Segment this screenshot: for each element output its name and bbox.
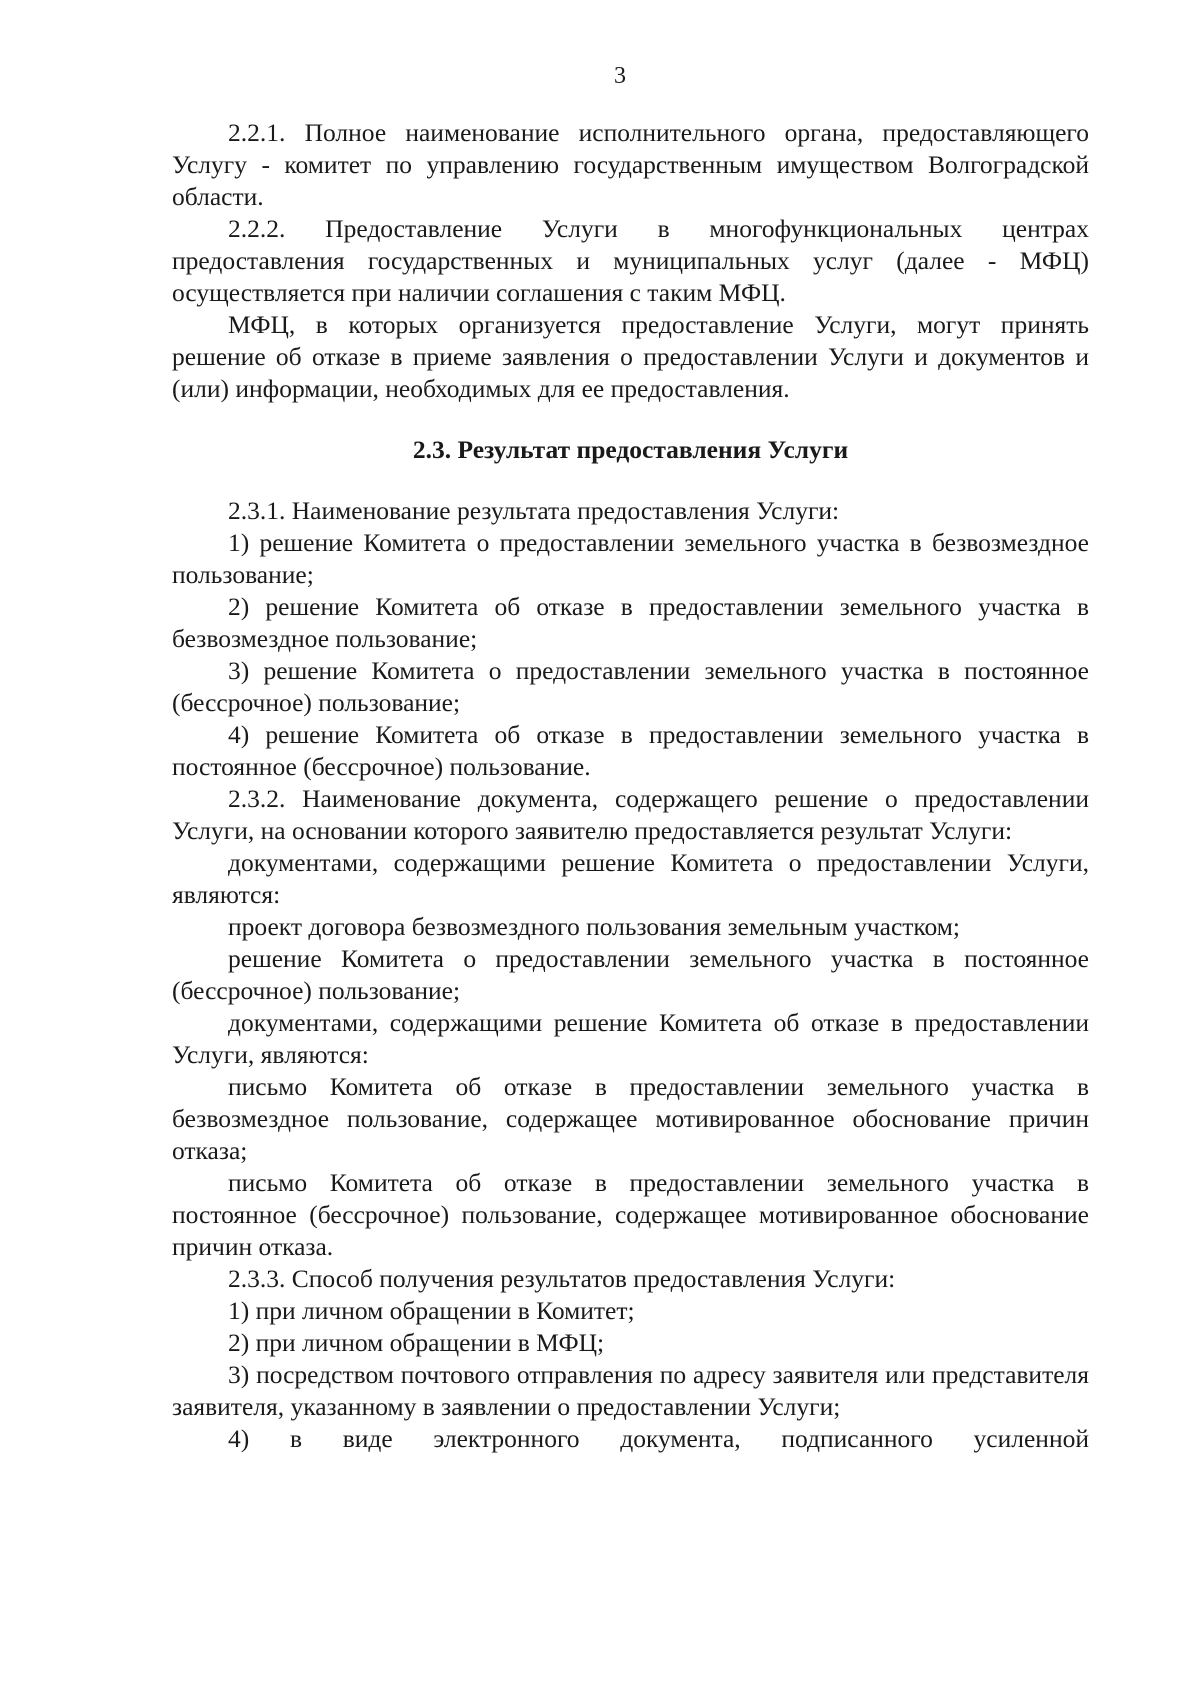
paragraph-2-3-2: 2.3.2. Наименование документа, содержащего решение о предоставлении Услуги, на основании которого заявителю предоставляется результат Услуги:: [172, 784, 1089, 845]
page-number: 3: [614, 63, 626, 89]
list-item-result-1: 1) решение Комитета о предоставлении земельного участка в безвозмездное пользование;: [172, 528, 1089, 589]
paragraph-positive-documents: документами, содержащими решение Комитета о предоставлении Услуги, являются:: [172, 848, 1089, 909]
paragraph-refusal-letter-free-use: письмо Комитета об отказе в предоставлении земельного участка в безвозмездное пользование, содержащее мотивированное обоснование причин отказа;: [172, 1072, 1089, 1165]
list-item-method-4: 4) в виде электронного документа, подписанного усиленной: [228, 1424, 1089, 1453]
list-item-result-4: 4) решение Комитета об отказе в предоставлении земельного участка в постоянное (бессрочное) пользование.: [172, 720, 1089, 781]
paragraph-2-2-1: 2.2.1. Полное наименование исполнительного органа, предоставляющего Услугу - комитет по управлению государственным имуществом Волгоградской области.: [172, 118, 1089, 211]
list-item-method-2: 2) при личном обращении в МФЦ;: [228, 1328, 605, 1357]
section-heading: 2.3. Результат предоставления Услуги: [412, 435, 849, 464]
paragraph-2-3-1: 2.3.1. Наименование результата предоставления Услуги:: [228, 496, 840, 525]
paragraph-contract-draft: проект договора безвозмездного пользования земельным участком;: [228, 912, 961, 941]
list-item-method-3: 3) посредством почтового отправления по адресу заявителя или представителя заявителя, указанному в заявлении о предоставлении Услуги;: [172, 1360, 1089, 1421]
list-item-result-2: 2) решение Комитета об отказе в предоставлении земельного участка в безвозмездное пользование;: [172, 592, 1089, 653]
paragraph-refusal-letter-permanent-use: письмо Комитета об отказе в предоставлении земельного участка в постоянное (бессрочное) пользование, содержащее мотивированное обоснование причин отказа.: [172, 1168, 1089, 1261]
list-item-method-1: 1) при личном обращении в Комитет;: [228, 1296, 635, 1325]
paragraph-permanent-use-decision: решение Комитета о предоставлении земельного участка в постоянное (бессрочное) пользование;: [172, 944, 1089, 1005]
paragraph-refusal-documents: документами, содержащими решение Комитета об отказе в предоставлении Услуги, являются:: [172, 1008, 1089, 1069]
paragraph-mfc-refusal: МФЦ, в которых организуется предоставление Услуги, могут принять решение об отказе в приеме заявления о предоставлении Услуги и документов и (или) информации, необходимых для ее предоставления.: [172, 310, 1089, 403]
list-item-result-3: 3) решение Комитета о предоставлении земельного участка в постоянное (бессрочное) пользование;: [172, 656, 1089, 717]
paragraph-2-2-2: 2.2.2. Предоставление Услуги в многофункциональных центрах предоставления государственных и муниципальных услуг (далее - МФЦ) осуществляется при наличии соглашения с таким МФЦ.: [172, 214, 1089, 307]
document-body: [172, 117, 1089, 1455]
paragraph-2-3-3: 2.3.3. Способ получения результатов предоставления Услуги:: [228, 1264, 896, 1293]
